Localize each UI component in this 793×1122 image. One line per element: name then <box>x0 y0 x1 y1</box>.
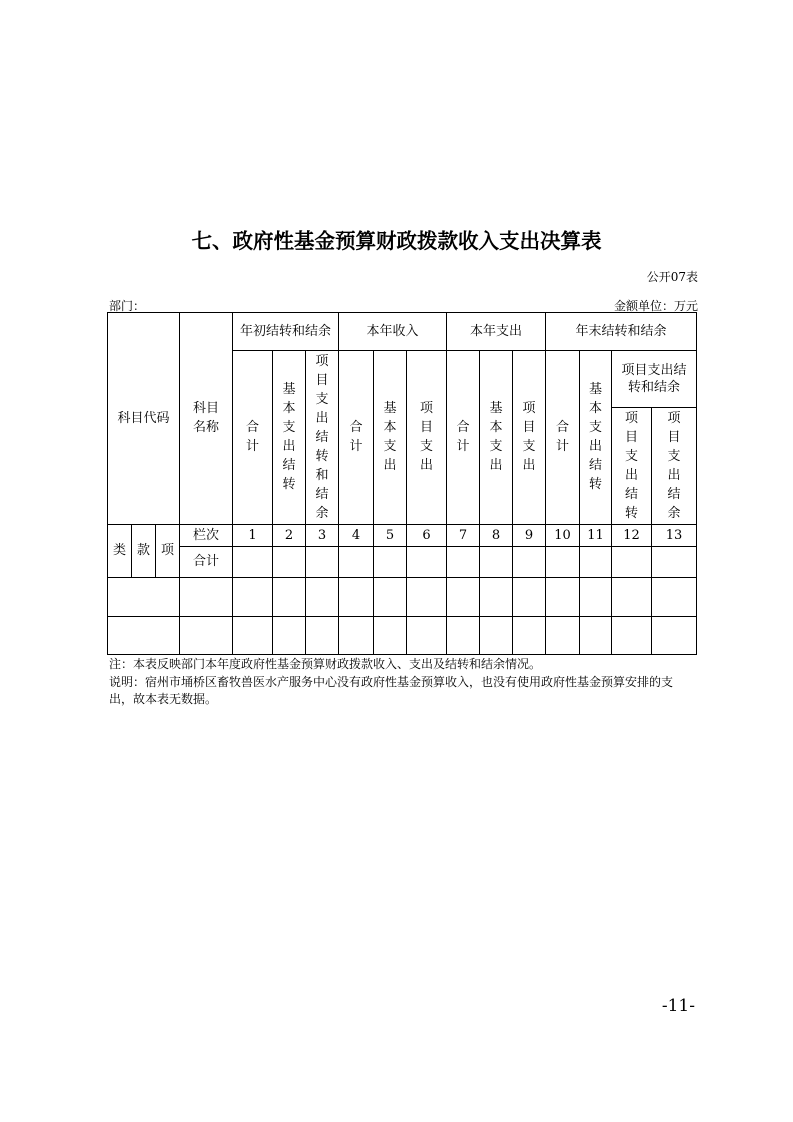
page-number: -11- <box>661 996 695 1016</box>
table-cell <box>513 546 546 577</box>
col-10-header: 合计 <box>546 351 580 524</box>
kuan-header: 款 <box>132 524 156 577</box>
page-title: 七、政府性基金预算财政拨款收入支出决算表 <box>191 229 602 253</box>
table-cell <box>339 616 374 654</box>
table-cell <box>580 616 612 654</box>
col-8-header: 基本支出 <box>480 351 513 524</box>
table-cell <box>233 546 273 577</box>
col-number: 6 <box>407 524 447 546</box>
col-number: 10 <box>546 524 580 546</box>
col-number: 2 <box>273 524 306 546</box>
col-number: 1 <box>233 524 273 546</box>
table-cell <box>612 546 652 577</box>
table-row <box>108 577 697 616</box>
table-cell <box>180 616 233 654</box>
col-6-header: 项目支出 <box>407 351 447 524</box>
table-cell <box>407 577 447 616</box>
table-note: 注：本表反映部门本年度政府性基金预算财政拨款收入、支出及结转和结余情况。 <box>109 657 542 671</box>
group-closing-balance: 年末结转和结余 <box>546 313 697 351</box>
table-cell <box>546 577 580 616</box>
table-cell <box>108 616 180 654</box>
table-row <box>108 616 697 654</box>
table-cell <box>233 616 273 654</box>
table-cell <box>306 577 339 616</box>
table-cell <box>447 546 480 577</box>
table-cell <box>612 616 652 654</box>
lei-header: 类 <box>108 524 132 577</box>
row-index-label: 栏次 <box>180 524 233 546</box>
group-opening-balance: 年初结转和结余 <box>233 313 339 351</box>
col-1-header: 合计 <box>233 351 273 524</box>
table-cell <box>447 616 480 654</box>
table-cell <box>374 546 407 577</box>
table-cell <box>652 577 697 616</box>
col-7-header: 合计 <box>447 351 480 524</box>
col-number: 4 <box>339 524 374 546</box>
col-2-header: 基本支出结转 <box>273 351 306 524</box>
col-12-header: 项目支出结转 <box>612 408 652 524</box>
table-cell <box>480 616 513 654</box>
amount-unit-label: 金额单位：万元 <box>613 299 698 313</box>
col-number: 13 <box>652 524 697 546</box>
table-cell <box>580 546 612 577</box>
table-cell <box>546 546 580 577</box>
table-cell <box>513 577 546 616</box>
table-cell <box>407 546 447 577</box>
table-cell <box>612 577 652 616</box>
table-cell <box>580 577 612 616</box>
row-total-label: 合计 <box>180 546 233 577</box>
col-11-header: 基本支出结转 <box>580 351 612 524</box>
table-cell <box>513 616 546 654</box>
xiang-header: 项 <box>156 524 180 577</box>
col-number: 5 <box>374 524 407 546</box>
table-cell <box>180 577 233 616</box>
col-9-header: 项目支出 <box>513 351 546 524</box>
col-number: 12 <box>612 524 652 546</box>
col-13-header: 项目支出结余 <box>652 408 697 524</box>
table-explanation: 说明：宿州市埇桥区畜牧兽医水产服务中心没有政府性基金预算收入，也没有使用政府性基金预算安排的支出，故本表无数据。 <box>109 675 674 706</box>
table-cell <box>652 616 697 654</box>
form-number: 公开07表 <box>646 270 698 284</box>
group-current-income: 本年收入 <box>339 313 447 351</box>
table-cell <box>374 577 407 616</box>
table-cell <box>306 546 339 577</box>
col-number: 7 <box>447 524 480 546</box>
subject-name-header: 科目名称 <box>180 313 233 525</box>
table-cell <box>273 616 306 654</box>
department-label: 部门： <box>109 299 146 313</box>
table-cell <box>374 616 407 654</box>
col-3-header: 项目支出结转和结余 <box>306 351 339 524</box>
col-number: 9 <box>513 524 546 546</box>
subject-code-header: 科目代码 <box>108 313 180 525</box>
table-cell <box>480 577 513 616</box>
table-cell <box>407 616 447 654</box>
table-cell <box>546 616 580 654</box>
table-cell <box>233 577 273 616</box>
subgroup-project-carry-balance: 项目支出结转和结余 <box>612 351 697 408</box>
table-cell <box>447 577 480 616</box>
col-5-header: 基本支出 <box>374 351 407 524</box>
table-cell <box>480 546 513 577</box>
table-row-total <box>108 546 697 577</box>
group-current-expenditure: 本年支出 <box>447 313 546 351</box>
table-cell <box>339 546 374 577</box>
col-number: 11 <box>580 524 612 546</box>
col-number: 3 <box>306 524 339 546</box>
col-4-header: 合计 <box>339 351 374 524</box>
table-cell <box>273 546 306 577</box>
table-cell <box>652 546 697 577</box>
table-cell <box>339 577 374 616</box>
fund-budget-table <box>107 312 697 655</box>
table-cell <box>108 577 180 616</box>
table-cell <box>273 577 306 616</box>
table-cell <box>306 616 339 654</box>
col-number: 8 <box>480 524 513 546</box>
